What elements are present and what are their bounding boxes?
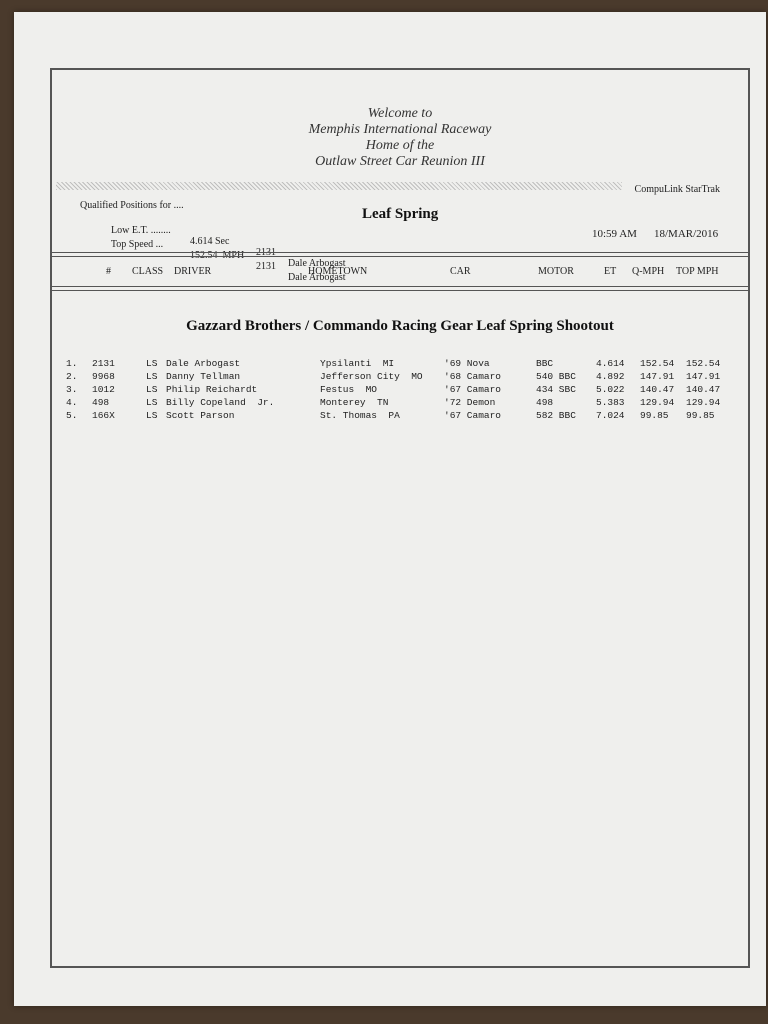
- home-of-line: Home of the: [365, 138, 435, 153]
- cell-pos: 3.: [66, 384, 78, 395]
- col-header-car: CAR: [450, 266, 471, 277]
- cell-class: LS: [146, 384, 158, 395]
- cell-et: 5.383: [596, 397, 625, 408]
- venue-line: Memphis International Raceway: [308, 122, 492, 137]
- welcome-header: [52, 106, 748, 170]
- low-et-car-no: 2131: [256, 247, 276, 258]
- low-et-driver: Dale Arbogast: [288, 258, 346, 269]
- col-header-num: #: [106, 266, 111, 277]
- top-speed-value: 152.54 MPH: [190, 250, 245, 261]
- col-header-driver: DRIVER: [174, 266, 212, 277]
- cell-num: 1012: [92, 384, 115, 395]
- cell-topmph: 140.47: [686, 384, 721, 395]
- cell-topmph: 152.54: [686, 358, 721, 369]
- cell-driver: Danny Tellman: [166, 371, 241, 382]
- cell-class: LS: [146, 410, 158, 421]
- cell-num: 2131: [92, 358, 115, 369]
- col-header-et: ET: [604, 266, 617, 277]
- cell-class: LS: [146, 371, 158, 382]
- cell-driver: Dale Arbogast: [166, 358, 241, 369]
- cell-et: 4.892: [596, 371, 625, 382]
- col-header-motor: MOTOR: [538, 266, 574, 277]
- cell-hometown: Ypsilanti MI: [320, 358, 395, 369]
- cell-num: 498: [92, 397, 110, 408]
- cell-hometown: Monterey TN: [320, 397, 389, 408]
- cell-qmph: 99.85: [640, 410, 669, 421]
- cell-class: LS: [146, 358, 158, 369]
- report-date: 18/MAR/2016: [654, 228, 719, 240]
- header-rule-top-2: [52, 256, 748, 257]
- cell-et: 7.024: [596, 410, 625, 421]
- qualified-positions-title: Qualified Positions for ....: [80, 200, 184, 211]
- cell-qmph: 147.91: [640, 371, 675, 382]
- event-title: Gazzard Brothers / Commando Racing Gear Leaf Spring Shootout: [186, 318, 614, 334]
- cell-topmph: 147.91: [686, 371, 721, 382]
- header-rule-bottom-2: [52, 290, 748, 291]
- top-speed-car-no: 2131: [256, 261, 276, 272]
- table-row: [52, 384, 748, 397]
- report-time: 10:59 AM: [592, 228, 637, 240]
- cell-hometown: Jefferson City MO: [320, 371, 423, 382]
- cell-driver: Billy Copeland Jr.: [166, 397, 275, 408]
- cell-pos: 5.: [66, 410, 78, 421]
- cell-pos: 2.: [66, 371, 78, 382]
- table-row: [52, 410, 748, 423]
- cell-qmph: 129.94: [640, 397, 675, 408]
- cell-pos: 1.: [66, 358, 78, 369]
- class-title: Leaf Spring: [362, 206, 439, 222]
- cell-class: LS: [146, 397, 158, 408]
- cell-et: 5.022: [596, 384, 625, 395]
- cell-pos: 4.: [66, 397, 78, 408]
- cell-hometown: Festus MO: [320, 384, 378, 395]
- cell-motor: BBC: [536, 358, 554, 369]
- header-rule-bottom: [52, 286, 748, 287]
- cell-et: 4.614: [596, 358, 625, 369]
- cell-hometown: St. Thomas PA: [320, 410, 400, 421]
- low-et-value: 4.614 Sec: [190, 236, 230, 247]
- cell-qmph: 152.54: [640, 358, 675, 369]
- cell-car: '67 Camaro: [444, 410, 502, 421]
- cell-motor: 582 BBC: [536, 410, 576, 421]
- results-sheet: [14, 12, 766, 1006]
- cell-num: 9968: [92, 371, 115, 382]
- system-label: CompuLink StarTrak: [634, 184, 720, 195]
- cell-motor: 434 SBC: [536, 384, 576, 395]
- cell-qmph: 140.47: [640, 384, 675, 395]
- top-speed-label: Top Speed ...: [110, 239, 164, 250]
- welcome-line: Welcome to: [367, 106, 433, 121]
- cell-car: '67 Camaro: [444, 384, 502, 395]
- event-series-line: Outlaw Street Car Reunion III: [315, 154, 485, 169]
- cell-motor: 540 BBC: [536, 371, 576, 382]
- col-header-topmph: TOP MPH: [676, 266, 719, 277]
- table-row: [52, 371, 748, 384]
- hatch-divider: [56, 182, 622, 190]
- page-border: [50, 68, 750, 968]
- cell-car: '69 Nova: [444, 358, 490, 369]
- cell-car: '68 Camaro: [444, 371, 502, 382]
- cell-motor: 498: [536, 397, 554, 408]
- cell-topmph: 99.85: [686, 410, 715, 421]
- top-speed-driver: Dale Arbogast: [288, 272, 346, 283]
- col-header-qmph: Q-MPH: [632, 266, 665, 277]
- table-row: [52, 397, 748, 410]
- cell-driver: Philip Reichardt: [166, 384, 258, 395]
- col-header-hometown: HOMETOWN: [308, 266, 368, 277]
- header-rule-top: [52, 252, 748, 253]
- table-row: [52, 358, 748, 371]
- cell-car: '72 Demon: [444, 397, 496, 408]
- cell-driver: Scott Parson: [166, 410, 235, 421]
- cell-topmph: 129.94: [686, 397, 721, 408]
- col-header-class: CLASS: [132, 266, 164, 277]
- low-et-label: Low E.T. ........: [111, 225, 171, 236]
- cell-num: 166X: [92, 410, 115, 421]
